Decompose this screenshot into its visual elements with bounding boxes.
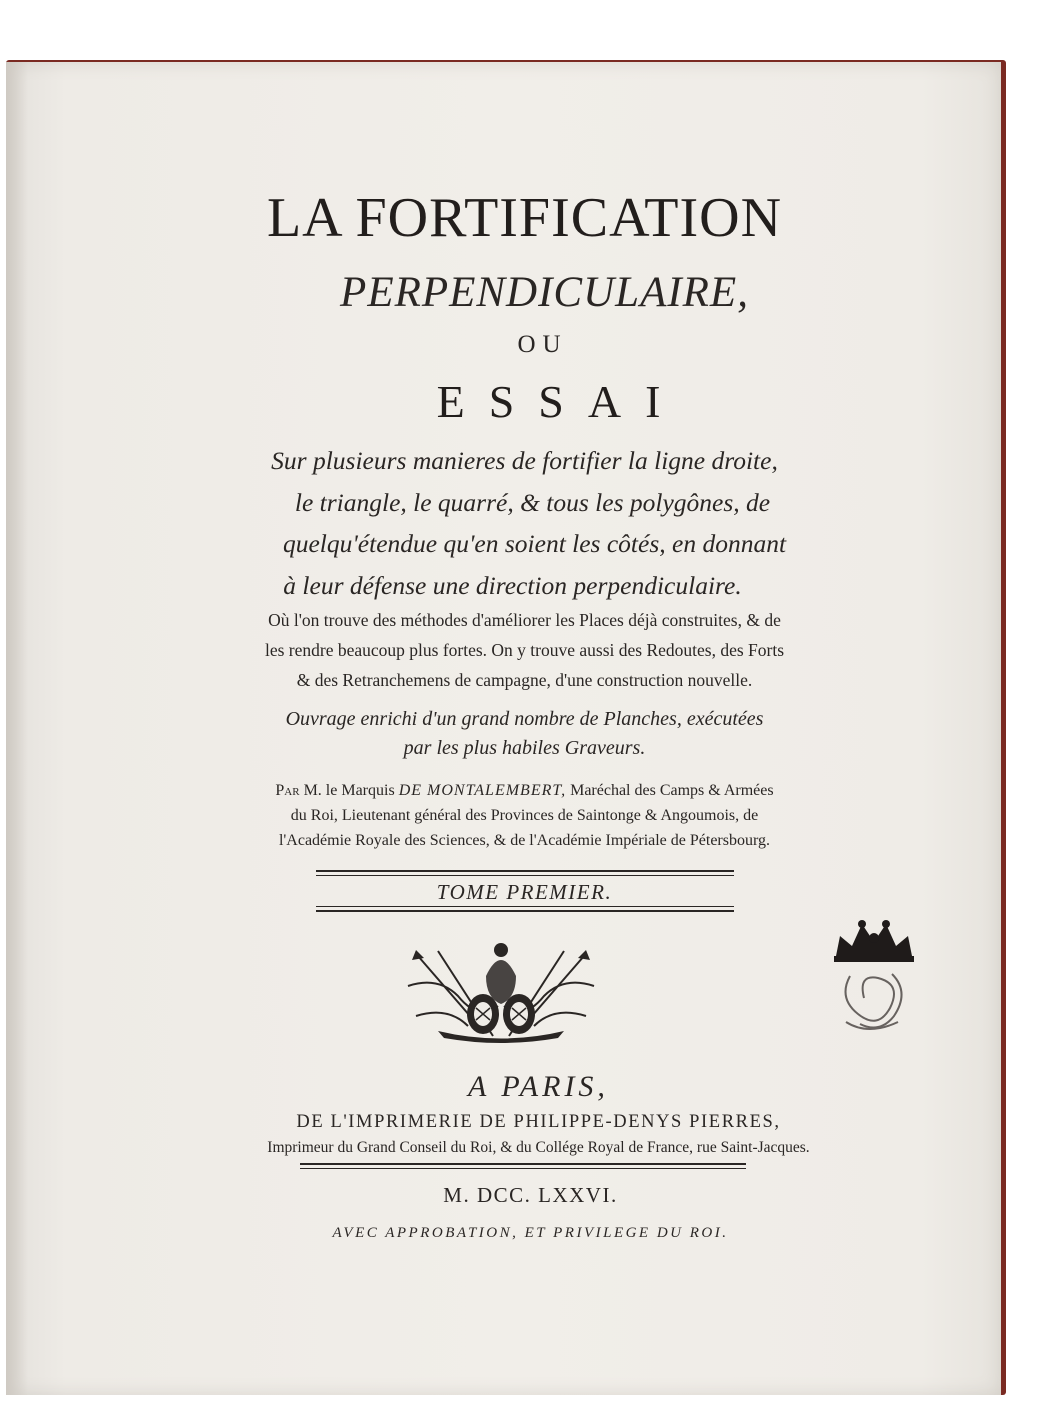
description-line: Où l'on trouve des méthodes d'améliorer les Places déjà construites, & de [268,610,781,630]
author-line-1 [0,778,1049,803]
ouvrage-line: par les plus habiles Graveurs. [403,737,646,759]
imprint-rule [300,1163,746,1169]
ouvrage-line: Ouvrage enrichi d'un grand nombre de Planches, exécutées [285,708,764,730]
imprint-approbation: AVEC APPROBATION, ET PRIVILEGE DU ROI. [332,1225,729,1241]
volume-rule-bottom [316,906,734,912]
author-par: Par [275,782,300,799]
rule-thick [316,870,734,872]
author-block [0,778,1049,853]
author-line-3: l'Académie Royale des Sciences, & de l'Académie Impériale de Pétersbourg. [278,832,771,849]
subtitle-block [0,440,1049,606]
rule-thin [316,906,734,907]
volume-label: TOME PREMIER. [436,880,613,904]
rule-thin [300,1168,746,1169]
title-conjunction: OU [517,331,568,358]
rule-thin [316,875,734,876]
description-line: & des Retranchemens de campagne, d'une construction nouvelle. [296,670,753,690]
description-block [0,605,1049,695]
ouvrage-block [0,705,1049,763]
author-title: M. le Marquis [303,782,395,799]
author-name: DE MONTALEMBERT, [398,782,567,799]
subtitle-line: quelqu'étendue qu'en soient les côtés, en donnant [282,529,787,558]
title-line-2: PERPENDICULAIRE, [340,269,749,316]
imprint-year: M. DCC. LXXVI. [443,1183,618,1207]
ownership-stamp-icon [828,918,920,1040]
trophy-vignette-icon [398,936,604,1044]
description-line: les rendre beaucoup plus fortes. On y trouve aussi des Redoutes, des Forts [264,640,785,660]
author-line-2: du Roi, Lieutenant général des Provinces de Saintonge & Angoumois, de [290,807,759,824]
subtitle-line: le triangle, le quarré, & tous les polygônes, de [294,487,771,517]
rule-thick [300,1163,746,1165]
subtitle-line: Sur plusieurs manieres de fortifier la ligne droite, [271,446,778,475]
imprint-city: A PARIS, [468,1070,609,1103]
subtitle-line: à leur défense une direction perpendiculaire. [283,570,742,600]
author-rank: Maréchal des Camps & Armées [570,782,774,799]
title-line-3: ESSAI [436,376,685,427]
volume-rule-top [316,870,734,876]
imprint-printer: DE L'IMPRIMERIE DE PHILIPPE-DENYS PIERRES, [296,1112,781,1132]
rule-thick [316,910,734,912]
title-line-1: LA FORTIFICATION [266,187,783,249]
imprint-address: Imprimeur du Grand Conseil du Roi, & du Collége Royal de France, rue Saint-Jacques. [267,1139,810,1156]
